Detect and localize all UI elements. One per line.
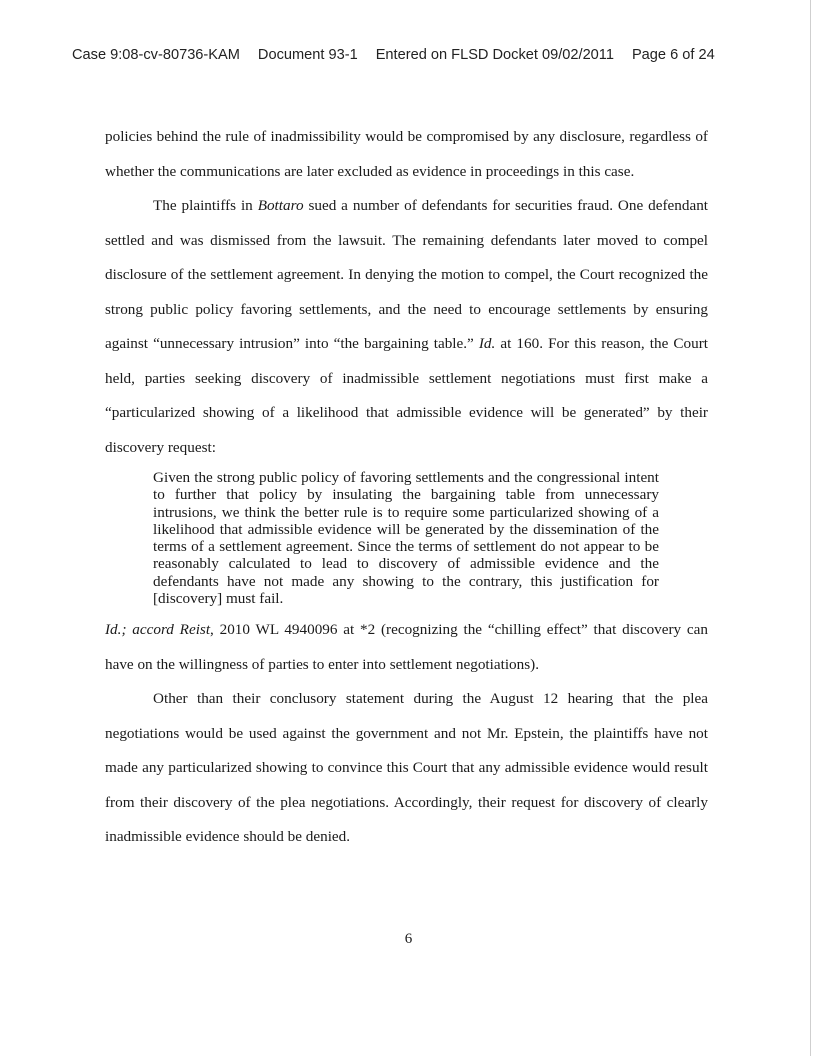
citation-signal: Id.; accord Reist [105, 621, 211, 639]
page-number: 6 [404, 931, 413, 947]
paragraph-conclusion: Other than their conclusory statement during the August 12 hearing that the plea negotiations would be used against the government and not Mr. Epstein, the plaintiffs have not made any particularized showing to convince this Court that any admissible evidence would result from their discovery of the plea negotiations. Accordingly, their request for discovery of clearly inadmissible evidence should be denied. [105, 690, 708, 846]
document-body [105, 120, 708, 855]
citation-paragraph: Id.; accord Reist, 2010 WL 4940096 at *2 (recognizing the “chilling effect” that discovery can have on the willingness of parties to enter into settlement negotiations). [105, 621, 709, 673]
id-citation: Id. [478, 335, 496, 352]
document-number: Document 93-1 [257, 47, 358, 63]
paragraph-bottaro: The plaintiffs in Bottaro sued a number of defendants for securities fraud. One defendant settled and was dismissed from the lawsuit. The remaining defendants later moved to compel disclosure of the settlement agreement. In denying the motion to compel, the Court recognized the strong public policy favoring settlements, and the need to encourage settlements by ensuring against “unnecessary intrusion” into “the bargaining table.” Id. at 160. For this reason, the Court held, parties seeking discovery of inadmissible settlement negotiations must first make a “particularized showing of a likelihood that admissible evidence will be generated” by their discovery request: [105, 197, 709, 456]
scan-edge-line [810, 0, 811, 1056]
block-quote: Given the strong public policy of favoring settlements and the congressional intent to further that policy by insulating the bargaining table from unnecessary intrusions, we think the better rule is to require some particularized showing of a likelihood that admissible evidence will be generated by the dissemination of the terms of a settlement agreement. Since the terms of settlement do not appear to be reasonably calculated to lead to discovery of admissible evidence and the defendants have not made any showing to the contrary, this justification for [discovery] must fail. [153, 469, 659, 608]
case-name-bottaro: Bottaro [257, 197, 304, 214]
docket-entry: Entered on FLSD Docket 09/02/2011 [375, 47, 614, 63]
case-number: Case 9:08-cv-80736-KAM [72, 47, 240, 63]
docket-header [72, 47, 715, 63]
paragraph-continuation: policies behind the rule of inadmissibility would be compromised by any disclosure, regardless of whether the communications are later excluded as evidence in proceedings in this case. [105, 128, 708, 180]
page-indicator: Page 6 of 24 [631, 47, 715, 63]
